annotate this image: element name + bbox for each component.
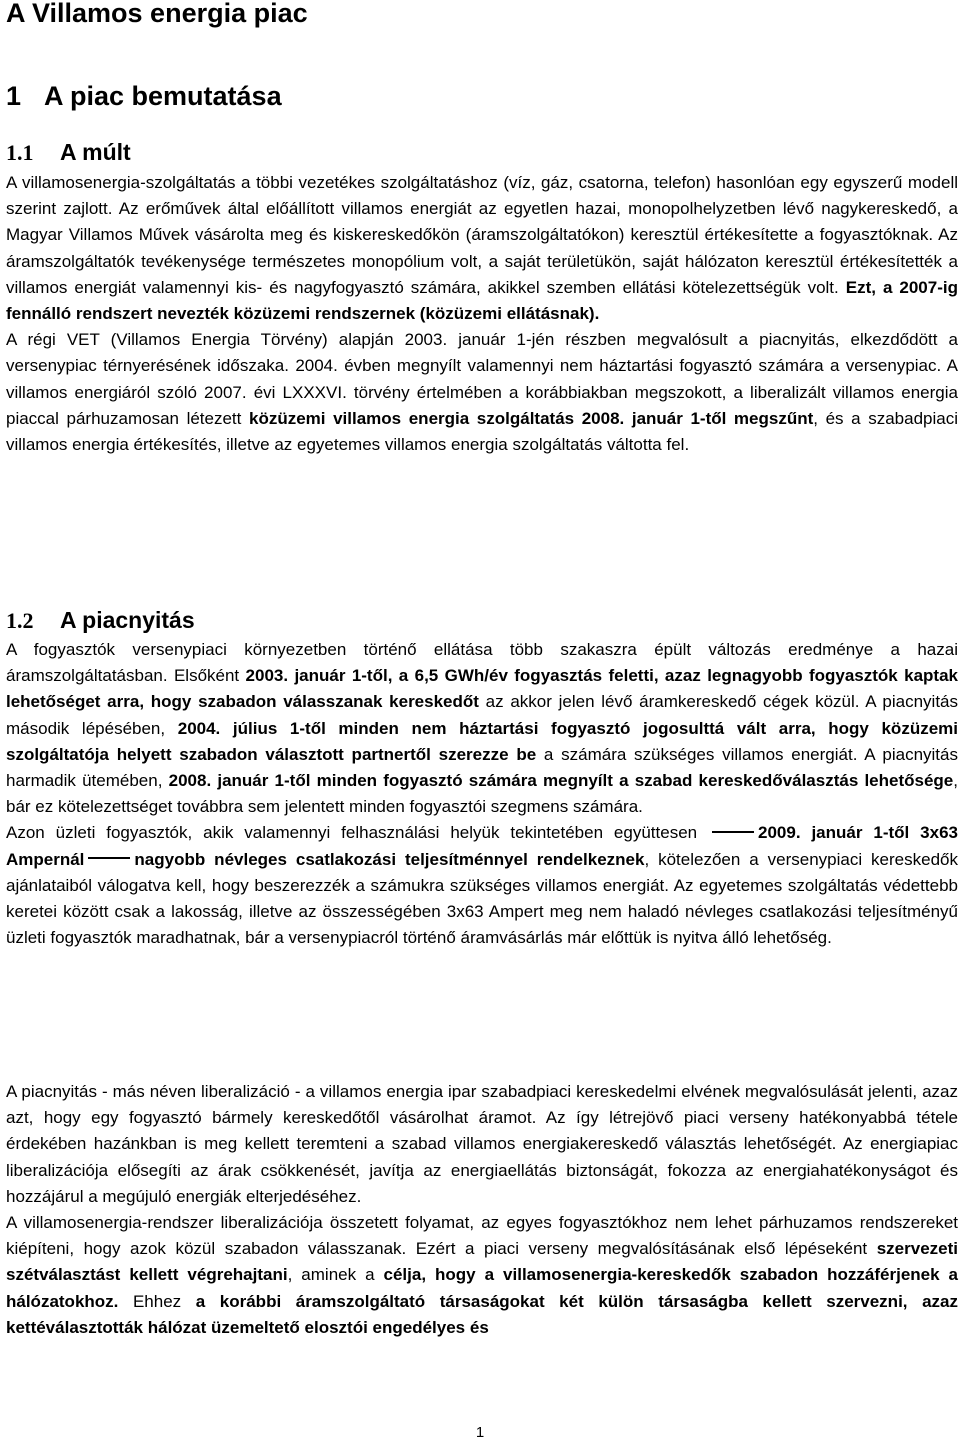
chapter-title: A piac bemutatása	[44, 81, 282, 111]
paragraph	[6, 170, 958, 327]
section-number: 1.1	[6, 140, 34, 165]
page-number: 1	[475, 1424, 485, 1441]
paragraph	[6, 327, 958, 458]
section-heading-1-2	[6, 605, 195, 636]
bold-text-run: nagyobb névleges csatlakozási teljesítménnyel rendelkeznek	[134, 849, 645, 869]
paragraph	[6, 637, 958, 820]
bold-text-run: 2004. július 1-től minden nem háztartási fogyasztó jogosulttá vált arra, hogy közüzemi szolgáltatója helyett szabadon választott partnertől szerezze be	[6, 718, 958, 764]
paragraph: A piacnyitás - más néven liberalizáció - a villamos energia ipar szabadpiaci kereskedelmi elvének megvalósulását jelenti, azaz azt, hogy egy fogyasztó bármely kereskedőtől vásárolhat áramot. Az így létrejövő piaci verseny hatékonyabbá tétele érdekében hazánkban is meg kellett teremteni a szabad villamos energiakereskedő választás lehetőségét. Az energiapiac liberalizációja elősegíti az árak csökkenését, javítja az energiaellátás biztonságát, fokozza az energiahatékonyságot és hozzájárul a megújuló energiák elterjedéséhez.	[6, 1082, 958, 1206]
text-run: a számára szükséges villamos energiát. A piacnyitás harmadik ütemében,	[6, 744, 958, 791]
bold-text-run: közüzemi villamos energia szolgáltatás 2008. január 1-től megszűnt	[248, 408, 814, 428]
text-run: Ehhez	[118, 1291, 196, 1311]
bold-text-run: a korábbi áramszolgáltató társaságokat két külön társaságba kellett szervezni, azaz kettéválasztották hálózat üzemeltető elosztói engedélyes és	[6, 1291, 958, 1337]
text-run: A fogyasztók versenypiaci környezetben történő ellátása több szakaszra épült változás eredménye a hazai áramszolgáltatásban. Elsőként	[6, 640, 958, 686]
paragraph	[6, 1210, 958, 1341]
section-1-2-body	[6, 637, 958, 951]
em-dash	[712, 831, 754, 833]
em-dash	[88, 857, 130, 859]
bold-text-run: szervezeti szétválasztást kellett végrehajtani	[6, 1239, 958, 1285]
section-number: 1.2	[6, 608, 34, 633]
section-title: A múlt	[60, 139, 131, 165]
text-run: az akkor jelen lévő áramkereskedő cégek közül. A piacnyitás második lépésében,	[6, 692, 958, 738]
text-run: , és a szabadpiaci villamos energia értékesítés, illetve az egyetemes villamos energia szolgáltatás váltotta fel.	[6, 408, 958, 455]
text-run: A villamosenergia-szolgáltatás a többi vezetékes szolgáltatáshoz (víz, gáz, csatorna, telefon) hasonlóan egy egyszerű modell szerint zajlott. Az erőművek által előállított villamos energiát az egyetlen hazai, monopolhelyzetben lévő nagykereskedő, a Magyar Villamos Művek vásárolta meg és kiskereskedőkön (áramszolgáltatókon) keresztül értékesítette a fogyasztóknak. Az áramszolgáltatók tevékenysége természetes monopólium volt, a saját területükön, saját hálózaton keresztül értékesítették a villamos energiát valamennyi kis- és nagyfogyasztó számára, akikkel szemben ellátási kötelezettségük volt.	[6, 173, 958, 297]
document-title: A Villamos energia piac	[6, 0, 308, 28]
bold-text-run: 2008. január 1-től minden fogyasztó számára megnyílt a szabad kereskedőválasztás lehetősége	[168, 771, 954, 791]
bold-text-run: 2003. január 1-től, a 6,5 GWh/év fogyasztás feletti, azaz legnagyobb fogyasztók kaptak lehetőséget arra, hogy szabadon válasszanak kereskedőt	[6, 666, 958, 712]
text-run: , aminek a	[287, 1265, 384, 1285]
section-1-2-body-continued	[6, 1079, 958, 1341]
paragraph	[6, 820, 958, 951]
text-run: Azon üzleti fogyasztók, akik valamennyi felhasználási helyük tekintetében együttesen	[6, 823, 709, 843]
text-run: , kötelezően a versenypiaci kereskedők ajánlataiból válogatva kell, hogy beszerezzék a számukra szükséges villamos energiát. Az egyetemes szolgáltatás védettebb keretei között csak a lakosság, illetve az összességében 3x63 Ampert meg nem haladó névleges csatlakozási teljesítményű üzleti fogyasztók maradhatnak, bár a versenypiacról történő áramvásárlás már előttük is nyitva álló lehetőség.	[6, 849, 958, 948]
section-title: A piacnyitás	[60, 607, 195, 633]
text-run: A villamosenergia-rendszer liberalizációja összetett folyamat, az egyes fogyasztókhoz nem lehet párhuzamos rendszereket kiépíteni, hogy azok közül szabadon válasszanak. Ezért a piaci verseny megvalósításának első lépéseként	[6, 1213, 958, 1259]
chapter-heading	[6, 79, 282, 113]
section-1-1-body	[6, 170, 958, 458]
text-run: , bár ez kötelezettséget továbbra sem jelentett minden fogyasztói szegmens számára.	[6, 771, 958, 817]
bold-text-run: 2009. január 1-től 3x63 Ampernál	[6, 823, 958, 869]
chapter-number: 1	[6, 81, 22, 111]
section-heading-1-1	[6, 137, 131, 168]
text-run: A régi VET (Villamos Energia Törvény) alapján 2003. január 1-jén részben megvalósult a piacnyitás, elkezdődött a versenypiac térnyerésének időszaka. 2004. évben megnyílt valamennyi nem háztartási fogyasztó számára a versenypiac. A villamos energiáról szóló 2007. évi LXXXVI. törvény értelmében a korábbiakban megszokott, a liberalizált villamos energia piaccal párhuzamosan létezett	[6, 330, 958, 428]
bold-text-run: Ezt, a 2007-ig fennálló rendszert nevezték közüzemi rendszernek (közüzemi ellátásnak).	[6, 277, 958, 324]
bold-text-run: célja, hogy a villamosenergia-kereskedők szabadon hozzáférjenek a hálózatokhoz.	[6, 1265, 958, 1311]
